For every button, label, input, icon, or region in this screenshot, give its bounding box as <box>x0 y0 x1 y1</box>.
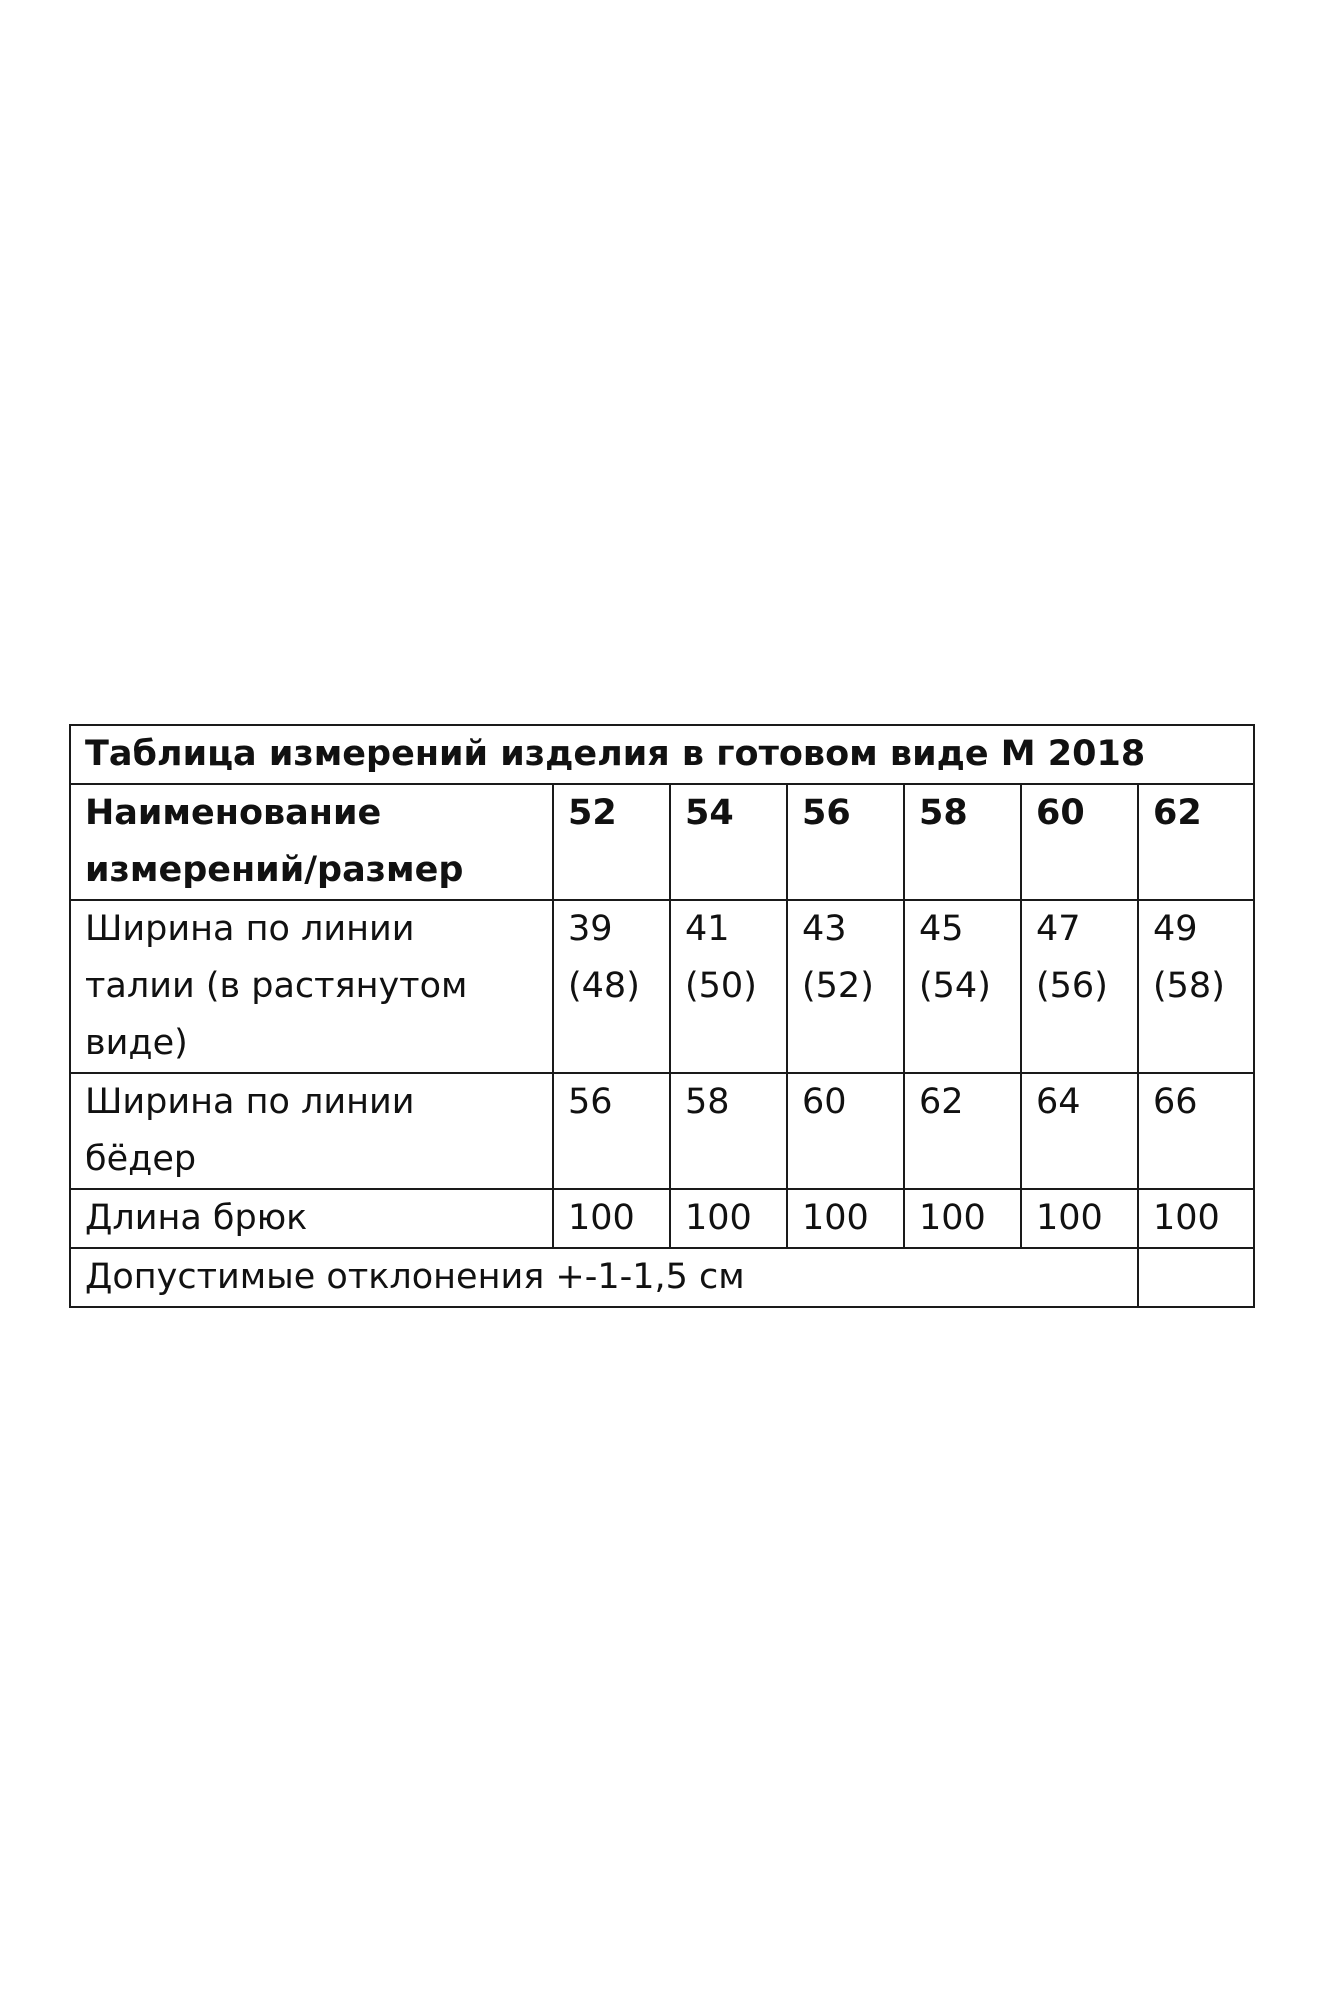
value-cell: 66 <box>1138 1073 1254 1189</box>
row-label-line: Ширина по линии <box>85 909 415 949</box>
size-header-cell: 54 <box>670 784 787 900</box>
value-cell: 100 <box>670 1189 787 1248</box>
value-line: (52) <box>802 966 874 1006</box>
value-line: (54) <box>919 966 991 1006</box>
value-cell: 100 <box>1021 1189 1138 1248</box>
table-header-row <box>70 784 1254 900</box>
value-line: 47 <box>1036 909 1081 949</box>
value-line: (50) <box>685 966 757 1006</box>
row-label-line: Ширина по линии <box>85 1082 415 1122</box>
value-cell <box>1021 900 1138 1073</box>
table-row-tolerance <box>70 1248 1254 1307</box>
table-row-waist <box>70 900 1254 1073</box>
value-line: (56) <box>1036 966 1108 1006</box>
row-label-cell <box>70 900 553 1073</box>
row-label-line: талии (в растянутом <box>85 966 468 1006</box>
size-header-cell: 52 <box>553 784 670 900</box>
value-line: (58) <box>1153 966 1225 1006</box>
value-cell <box>553 900 670 1073</box>
value-line: 45 <box>919 909 964 949</box>
value-cell: 60 <box>787 1073 904 1189</box>
measurements-table <box>69 724 1255 1308</box>
row-label-line: бёдер <box>85 1139 197 1179</box>
value-cell: 100 <box>553 1189 670 1248</box>
table-row-length <box>70 1189 1254 1248</box>
header-label-cell <box>70 784 553 900</box>
size-header-cell: 58 <box>904 784 1021 900</box>
row-label-line: виде) <box>85 1023 188 1063</box>
value-cell: 100 <box>1138 1189 1254 1248</box>
value-cell: 56 <box>553 1073 670 1189</box>
value-cell: 58 <box>670 1073 787 1189</box>
table-title: Таблица измерений изделия в готовом виде М 2018 <box>70 725 1254 784</box>
value-line: 43 <box>802 909 847 949</box>
value-line: 39 <box>568 909 613 949</box>
value-cell: 62 <box>904 1073 1021 1189</box>
empty-cell <box>1138 1248 1254 1307</box>
value-cell <box>1138 900 1254 1073</box>
table-row-hips <box>70 1073 1254 1189</box>
value-cell <box>904 900 1021 1073</box>
value-line: 41 <box>685 909 730 949</box>
table-title-row <box>70 725 1254 784</box>
value-cell: 100 <box>787 1189 904 1248</box>
size-header-cell: 60 <box>1021 784 1138 900</box>
header-label-line: Наименование <box>85 793 382 833</box>
size-header-cell: 56 <box>787 784 904 900</box>
value-line: 49 <box>1153 909 1198 949</box>
row-label-cell: Длина брюк <box>70 1189 553 1248</box>
row-label-cell <box>70 1073 553 1189</box>
value-cell <box>670 900 787 1073</box>
size-header-cell: 62 <box>1138 784 1254 900</box>
value-cell: 100 <box>904 1189 1021 1248</box>
header-label-line: измерений/размер <box>85 850 464 890</box>
value-cell <box>787 900 904 1073</box>
tolerance-note: Допустимые отклонения +-1-1,5 см <box>70 1248 1138 1307</box>
value-cell: 64 <box>1021 1073 1138 1189</box>
value-line: (48) <box>568 966 640 1006</box>
